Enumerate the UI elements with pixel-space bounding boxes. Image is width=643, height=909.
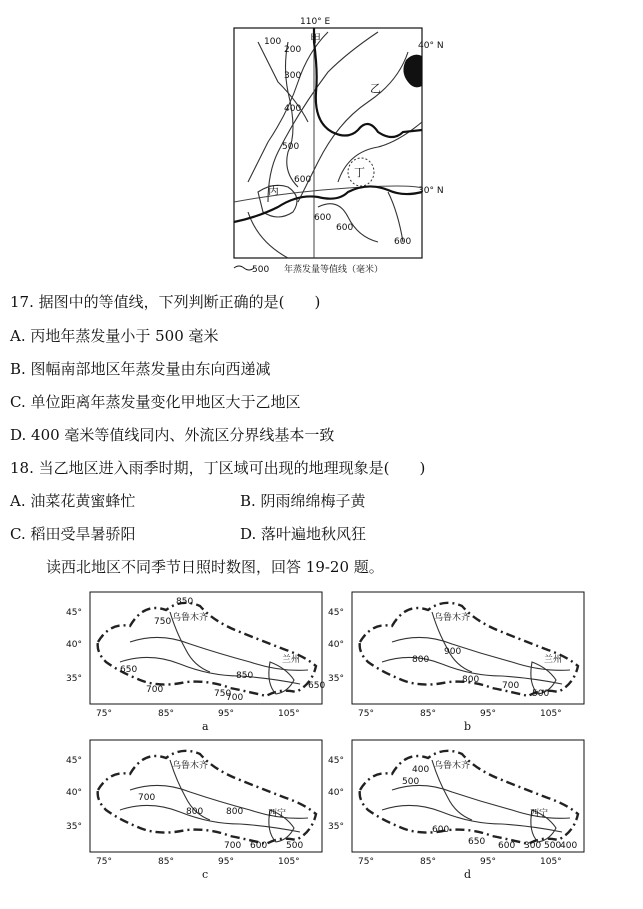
panel-letter-b: b <box>464 720 472 733</box>
contour-value-label: 700 <box>502 681 520 691</box>
q17-stem: 17. 据图中的等值线，下列判断正确的是( ) <box>10 293 321 311</box>
contour-label: 500 <box>282 142 300 152</box>
contour-label: 600 <box>314 213 332 223</box>
contour-value-label: 800 <box>186 807 204 817</box>
q18-option-d: D. 落叶遍地秋风狂 <box>240 525 367 543</box>
place-ding: 丁 <box>354 166 365 179</box>
lon-tick-label: 85° <box>158 709 174 719</box>
contour-value-label: 700 <box>138 793 156 803</box>
city-xining: 西宁 <box>530 809 549 819</box>
lat-tick-label: 35° <box>328 822 344 832</box>
panel-d <box>328 740 584 881</box>
sunshine-figure <box>62 582 602 892</box>
panel-frame <box>90 740 322 852</box>
lat-tick-label: 40° <box>328 640 344 650</box>
lat-tick-label: 45° <box>328 608 344 618</box>
place-yi: 乙 <box>370 82 381 95</box>
contour-label: 400 <box>284 104 302 114</box>
lat-tick-label: 35° <box>66 822 82 832</box>
contour-value-label: 500 <box>544 841 562 851</box>
city-urumqi: 乌鲁木齐 <box>172 761 209 771</box>
q17-option-d: D. 400 毫米等值线同内、外流区分界线基本一致 <box>10 426 335 444</box>
contour-value-label: 400 <box>560 841 578 851</box>
lon-tick-label: 85° <box>420 709 436 719</box>
contour-value-label: 850 <box>236 671 254 681</box>
lon-tick-label: 95° <box>218 857 234 867</box>
contour-label: 600 <box>294 175 312 185</box>
contour-value-label: 300 <box>524 841 542 851</box>
contour-value-label: 600 <box>498 841 516 851</box>
legend-value: 500 <box>252 265 270 275</box>
contour-value-label: 900 <box>444 647 462 657</box>
sunshine-panels <box>62 582 602 892</box>
contour-label: 100 <box>264 37 282 47</box>
city-xining: 西宁 <box>268 809 287 819</box>
isoline <box>392 637 570 670</box>
contour-label: 200 <box>284 45 302 55</box>
contour-value-label: 700 <box>224 841 242 851</box>
contour-value-label: 700 <box>226 693 244 703</box>
contour-value-label: 750 <box>154 617 172 627</box>
contour-value-label: 850 <box>176 597 194 607</box>
contour-label: 600 <box>394 237 412 247</box>
lon-tick-label: 95° <box>480 709 496 719</box>
lat-tick-label: 45° <box>66 756 82 766</box>
lon-tick-label: 105° <box>540 857 562 867</box>
panel-letter-c: c <box>202 868 209 881</box>
lat30-label: 30° N <box>418 186 444 196</box>
panel-b <box>328 592 584 733</box>
isoline <box>130 637 308 670</box>
lon-tick-label: 85° <box>158 857 174 867</box>
city-lanzhou: 兰州 <box>544 655 563 665</box>
lon-tick-label: 105° <box>278 709 300 719</box>
lon-tick-label: 75° <box>358 857 374 867</box>
lat-tick-label: 40° <box>66 640 82 650</box>
lon-tick-label: 105° <box>278 857 300 867</box>
contour-value-label: 400 <box>412 765 430 775</box>
q18-stem: 18. 当乙地区进入雨季时期，丁区域可出现的地理现象是( ) <box>10 459 426 477</box>
contour-value-label: 500 <box>286 841 304 851</box>
lon-tick-label: 105° <box>540 709 562 719</box>
city-urumqi: 乌鲁木齐 <box>172 613 209 623</box>
isoline <box>269 662 294 694</box>
q18-option-c: C. 稻田受旱暑骄阳 <box>10 525 136 543</box>
contour-value-label: 750 <box>214 689 232 699</box>
contour-value-label: 650 <box>308 681 326 691</box>
lat-tick-label: 45° <box>328 756 344 766</box>
lat-tick-label: 40° <box>66 788 82 798</box>
contour-value-label: 600 <box>432 825 450 835</box>
city-urumqi: 乌鲁木齐 <box>434 761 471 771</box>
q18-option-b: B. 阴雨绵绵梅子黄 <box>240 492 366 510</box>
province-boundary <box>314 28 422 137</box>
contour-value-label: 650 <box>120 665 138 675</box>
lon-tick-label: 95° <box>480 857 496 867</box>
contour-label: 300 <box>284 71 302 81</box>
panel-frame <box>352 740 584 852</box>
evaporation-map <box>228 12 444 275</box>
contour-value-label: 800 <box>226 807 244 817</box>
contour-line <box>248 212 288 258</box>
city-lanzhou: 兰州 <box>282 655 301 665</box>
panel-a <box>66 592 325 733</box>
contour-value-label: 500 <box>402 777 420 787</box>
contour-value-label: 800 <box>462 675 480 685</box>
lon-tick-label: 85° <box>420 857 436 867</box>
intro-text: 读西北地区不同季节日照时数图，回答 19-20 题。 <box>46 558 384 576</box>
panel-c <box>66 740 322 881</box>
lon-tick-label: 75° <box>358 709 374 719</box>
legend-text: 年蒸发量等值线（毫米） <box>284 265 384 275</box>
panel-frame <box>352 592 584 704</box>
panel-letter-d: d <box>464 868 472 881</box>
lat-tick-label: 45° <box>66 608 82 618</box>
contour-value-label: 600 <box>250 841 268 851</box>
isoline <box>120 657 300 684</box>
panel-letter-a: a <box>202 720 209 733</box>
contour-label: 600 <box>336 223 354 233</box>
lon-tick-label: 75° <box>96 709 112 719</box>
contour-value-label: 800 <box>412 655 430 665</box>
contour-value-label: 500 <box>532 689 550 699</box>
contour-value-label: 650 <box>468 837 486 847</box>
q18-option-a: A. 油菜花黄蜜蜂忙 <box>10 492 136 510</box>
lon-tick-label: 95° <box>218 709 234 719</box>
place-jia: 甲 <box>310 32 321 45</box>
lon-tick-label: 75° <box>96 857 112 867</box>
q17-option-b: B. 图幅南部地区年蒸发量由东向西递减 <box>10 360 271 378</box>
contour-line <box>284 42 302 187</box>
q17-option-a: A. 丙地年蒸发量小于 500 毫米 <box>10 327 219 345</box>
q17-option-c: C. 单位距离年蒸发量变化甲地区大于乙地区 <box>10 393 301 411</box>
panel-frame <box>90 592 322 704</box>
contour-value-label: 700 <box>146 685 164 695</box>
place-bing: 丙 <box>268 184 279 197</box>
city-urumqi: 乌鲁木齐 <box>434 613 471 623</box>
lat-tick-label: 40° <box>328 788 344 798</box>
lat40-label: 40° N <box>418 41 444 51</box>
contour-line <box>388 192 403 242</box>
map-frame <box>234 28 422 258</box>
legend-symbol <box>234 266 254 270</box>
lake-shape <box>403 55 422 88</box>
meridian-label: 110° E <box>300 17 331 27</box>
lat-tick-label: 35° <box>328 674 344 684</box>
lat-tick-label: 35° <box>66 674 82 684</box>
